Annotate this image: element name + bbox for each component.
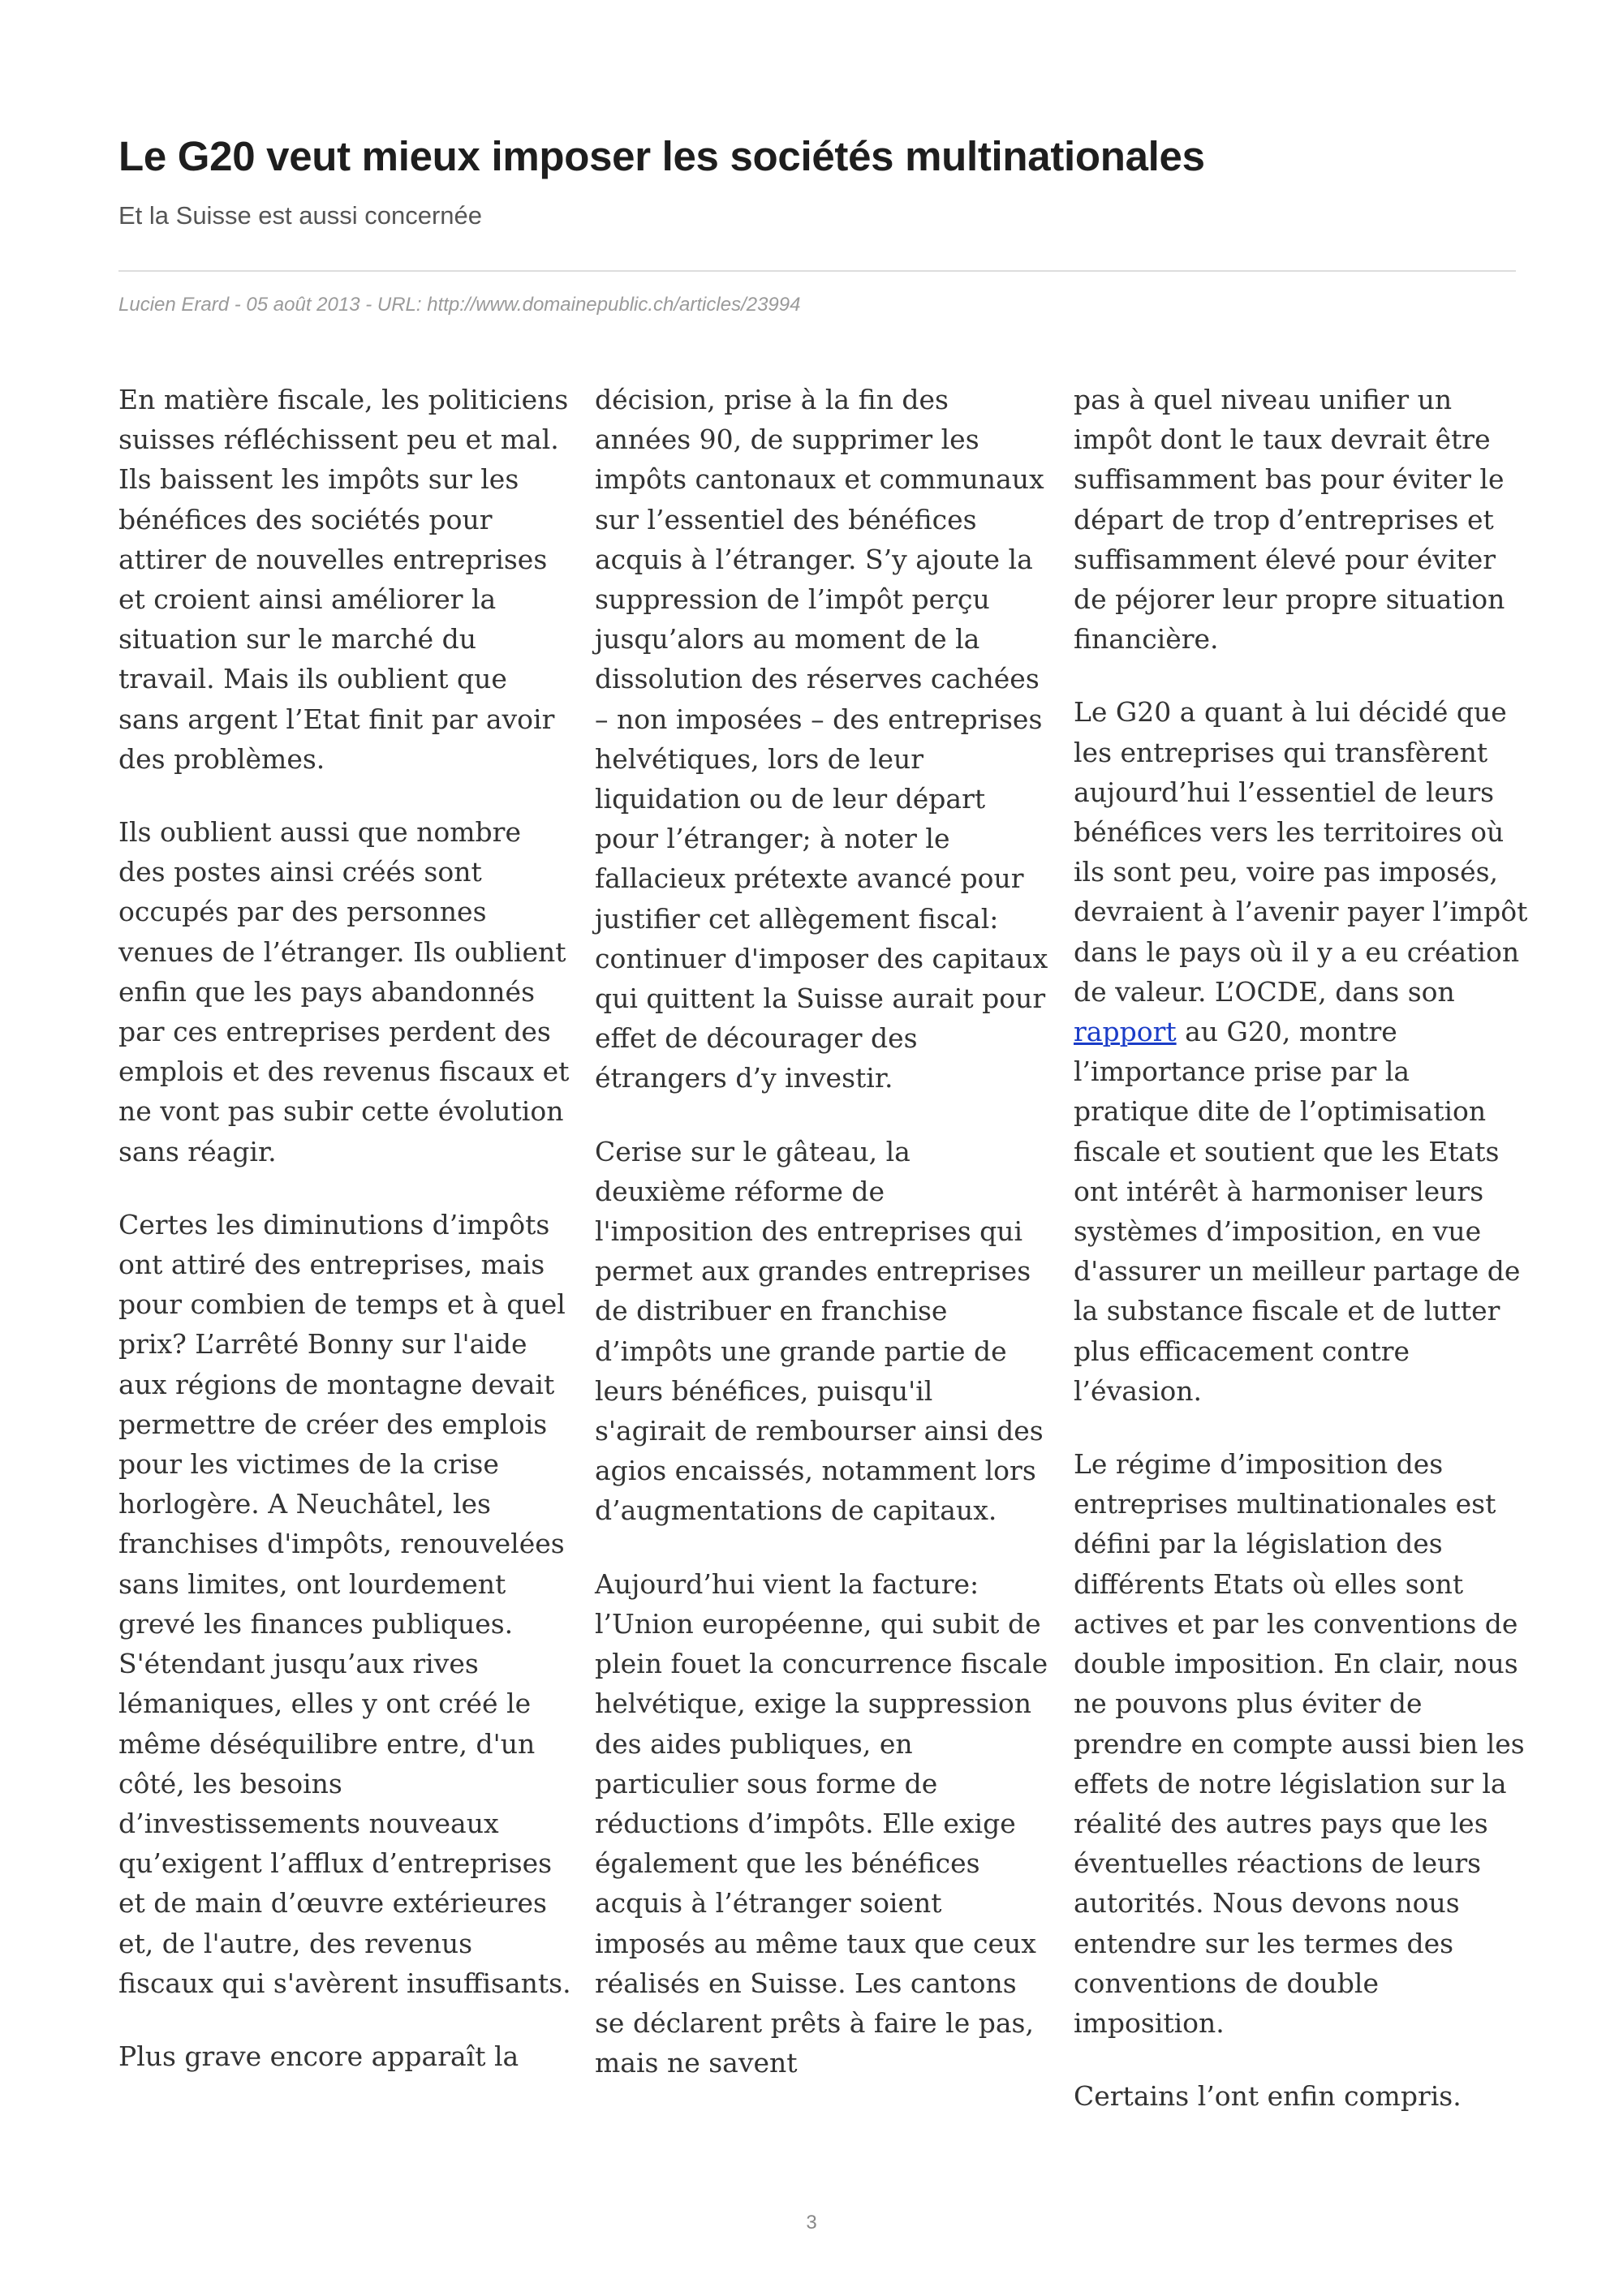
text-column-3 [1074,380,1528,2149]
text-column-2 [595,380,1049,2116]
article-subtitle: Et la Suisse est aussi concernée [118,201,483,230]
paragraph: décision, prise à la fin des années 90, de supprimer les impôts cantonaux et communaux sur l’essentiel des bénéfices acquis à l’étranger. S’y ajoute la suppression de l’impôt perçu jusqu’alors au moment de la dissolution des réserves cachées – non imposées – des entreprises helvétiques, lors de leur liquidation ou de leur départ pour l’étranger; à noter le fallacieux prétexte avancé pour justifier cet allègement fiscal: continuer d'imposer des capitaux qui quittent la Suisse aurait pour effet de décourager des étrangers d’y investir. [595,384,1048,1094]
paragraph: Aujourd’hui vient la facture: l’Union européenne, qui subit de plein fouet la concurrence fiscale helvétique, exige la suppression des aides publiques, en particulier sous forme de réductions d’impôts. Elle exige également que les bénéfices acquis à l’étranger soient imposés au même taux que ceux réalisés en Suisse. Les cantons se déclarent prêts à faire le pas, mais ne savent [595,1567,1048,2079]
text-column-1 [118,380,573,2109]
paragraph: En matière fiscale, les politiciens suisses réfléchissent peu et mal. Ils baissent les impôts sur les bénéfices des sociétés pour attirer de nouvelles entreprises et croient ainsi améliorer la situation sur le marché du travail. Mais ils oublient que sans argent l’Etat finit par avoir des problèmes. [118,384,569,775]
header-divider [118,270,1516,272]
paragraph: pas à quel niveau unifier un impôt dont le taux devrait être suffisamment bas pour éviter le départ de trop d’entreprises et suffisamment élevé pour éviter de péjorer leur propre situation financière. [1074,384,1505,656]
paragraph: Cerise sur le gâteau, la deuxième réforme de l'imposition des entreprises qui permet aux grandes entreprises de distribuer en franchise d’impôts une grande partie de leurs bénéfices, puisqu'il s'agirait de rembourser ainsi des agios encaissés, notamment lors d’augmentations de capitaux. [595,1135,1044,1527]
rapport-link[interactable]: rapport [1074,1016,1177,1048]
paragraph: Ils oublient aussi que nombre des postes ainsi créés sont occupés par des personnes venues de l’étranger. Ils oublient enfin que les pays abandonnés par ces entreprises perdent des emplois et des revenus fiscaux et ne vont pas subir cette évolution sans réagir. [118,816,570,1167]
paragraph: Le régime d’imposition des entreprises multinationales est défini par la législation des différents Etats où elles sont actives et par les conventions de double imposition. En clair, nous ne pouvons plus éviter de prendre en compte aussi bien les effets de notre législation sur la réalité des autres pays que les éventuelles réactions de leurs autorités. Nous devons nous entendre sur les termes des conventions de double imposition. [1074,1448,1525,2039]
paragraph-text: au G20, montre l’importance prise par la pratique dite de l’optimisation fiscale et soutient que les Etats ont intérêt à harmoniser leurs systèmes d’imposition, en vue d'assurer un meilleur partage de la substance fiscale et de lutter plus efficacement contre l’évasion. [1074,1016,1521,1407]
paragraph-with-link [1074,692,1528,1411]
page-number: 3 [806,2212,817,2234]
article-title: Le G20 veut mieux imposer les sociétés multinationales [118,133,1205,179]
paragraph: Certes les diminutions d’impôts ont attiré des entreprises, mais pour combien de temps et à quel prix? L’arrêté Bonny sur l'aide aux régions de montagne devait permettre de créer des emplois pour les victimes de la crise horlogère. A Neuchâtel, les franchises d'impôts, renouvelées sans limites, ont lourdement grevé les finances publiques. S'étendant jusqu’aux rives lémaniques, elles y ont créé le même déséquilibre entre, d'un côté, les besoins d’investissements nouveaux qu’exigent l’afflux d’entreprises et de main d’œuvre extérieures et, de l'autre, des revenus fiscaux qui s'avèrent insuffisants. [118,1208,571,1999]
article-meta: Lucien Erard - 05 août 2013 - URL: http://www.domainepublic.ch/articles/23994 [118,294,801,316]
paragraph-text: Le G20 a quant à lui décidé que les entreprises qui transfèrent aujourd’hui l’essentiel de leurs bénéfices vers les territoires où ils sont peu, voire pas imposés, devraient à l’avenir payer l’impôt dans le pays où il y a eu création de valeur. L’OCDE, dans son [1074,696,1528,1008]
paragraph: Certains l’ont enfin compris. [1074,2080,1462,2113]
paragraph: Plus grave encore apparaît la [118,2040,519,2072]
